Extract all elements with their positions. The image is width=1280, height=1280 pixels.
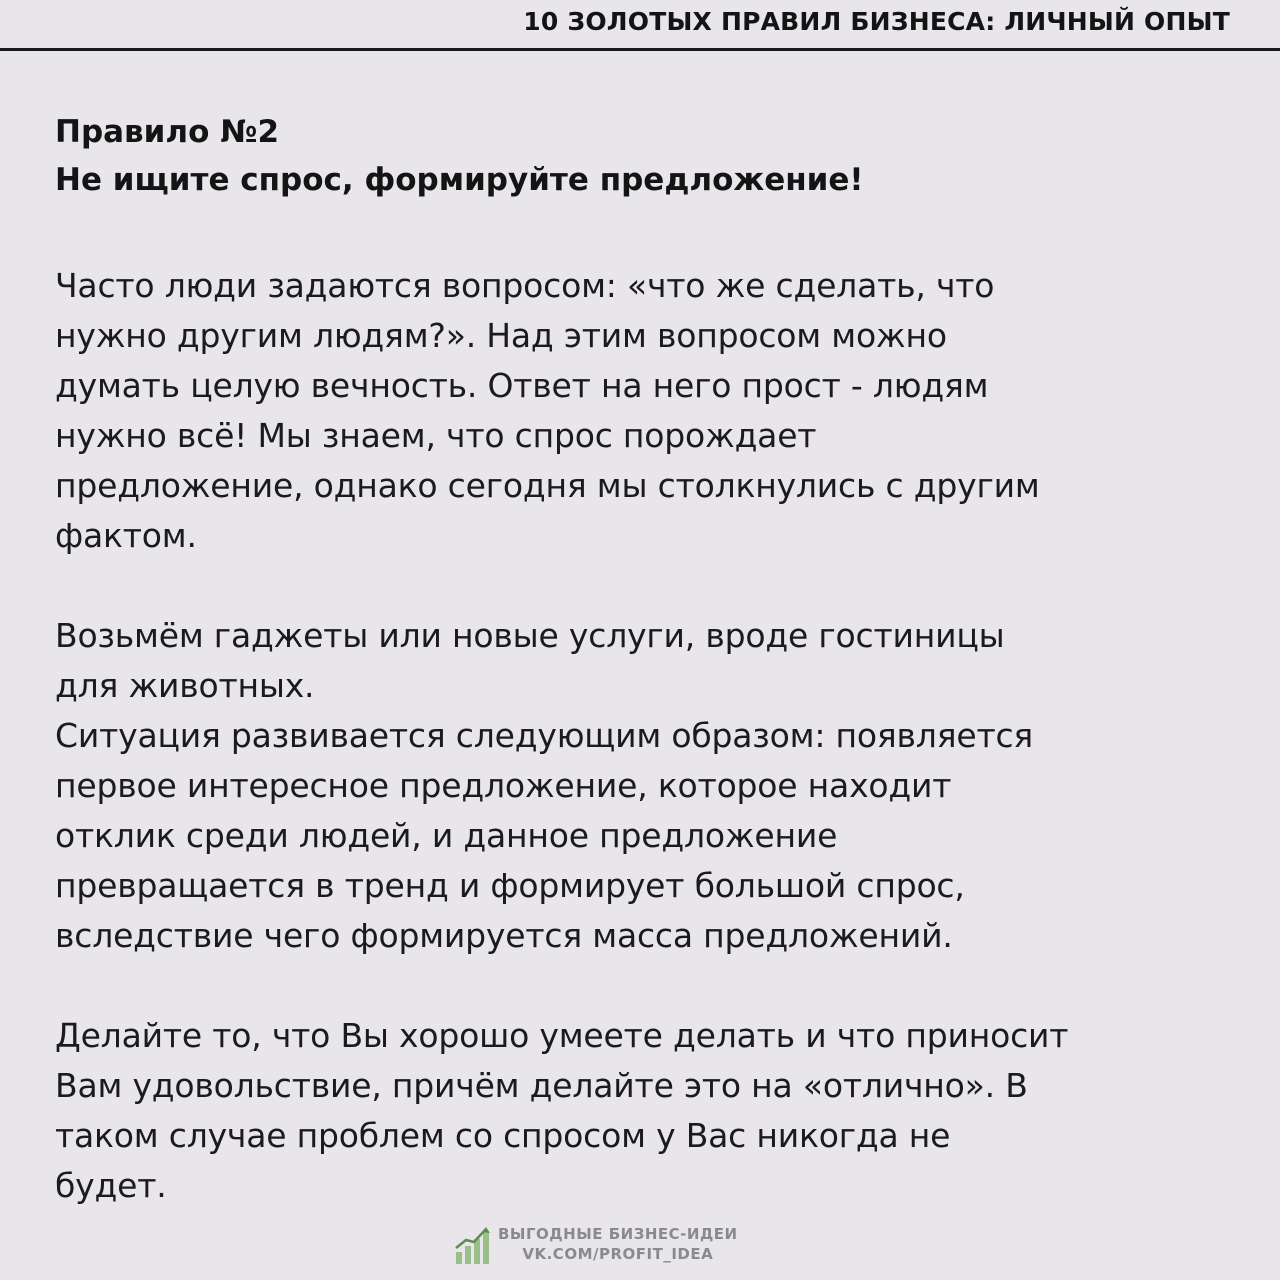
page-header <box>0 0 1280 52</box>
header-divider <box>0 48 1280 51</box>
article-content <box>55 108 1245 1211</box>
body-paragraph-4: Делайте то, что Вы хорошо умеете делать и что приносит Вам удовольствие, причём делайте это на «отлично». В таком случае проблем со спросом у Вас никогда не будет. <box>55 1016 1069 1205</box>
growth-chart-icon <box>452 1226 492 1266</box>
footer-brand-url: VK.COM/PROFIT_IDEA <box>522 1245 714 1263</box>
footer-watermark <box>452 1222 812 1272</box>
rule-headline: Не ищите спрос, формируйте предложение! <box>55 162 864 198</box>
body-paragraph-2: Возьмём гаджеты или новые услуги, вроде гостиницы для животных. <box>55 616 1005 705</box>
footer-brand <box>498 1224 738 1264</box>
body-paragraph-3: Ситуация развивается следующим образом: появляется первое интересное предложение, которое находит отклик среди людей, и данное предложение превращается в тренд и формирует большой спрос, вследствие чего формируется масса предложений. <box>55 716 1034 955</box>
body-paragraph-1: Часто люди задаются вопросом: «что же сделать, что нужно другим людям?». Над этим вопросом можно думать целую вечность. Ответ на него прост - людям нужно всё! Мы знаем, что спрос порождает предложение, однако сегодня мы столкнулись с другим фактом. <box>55 266 1040 555</box>
footer-brand-name: ВЫГОДНЫЕ БИЗНЕС-ИДЕИ <box>498 1225 738 1243</box>
rule-number: Правило №2 <box>55 114 280 150</box>
series-title: 10 ЗОЛОТЫХ ПРАВИЛ БИЗНЕСА: ЛИЧНЫЙ ОПЫТ <box>523 7 1230 36</box>
